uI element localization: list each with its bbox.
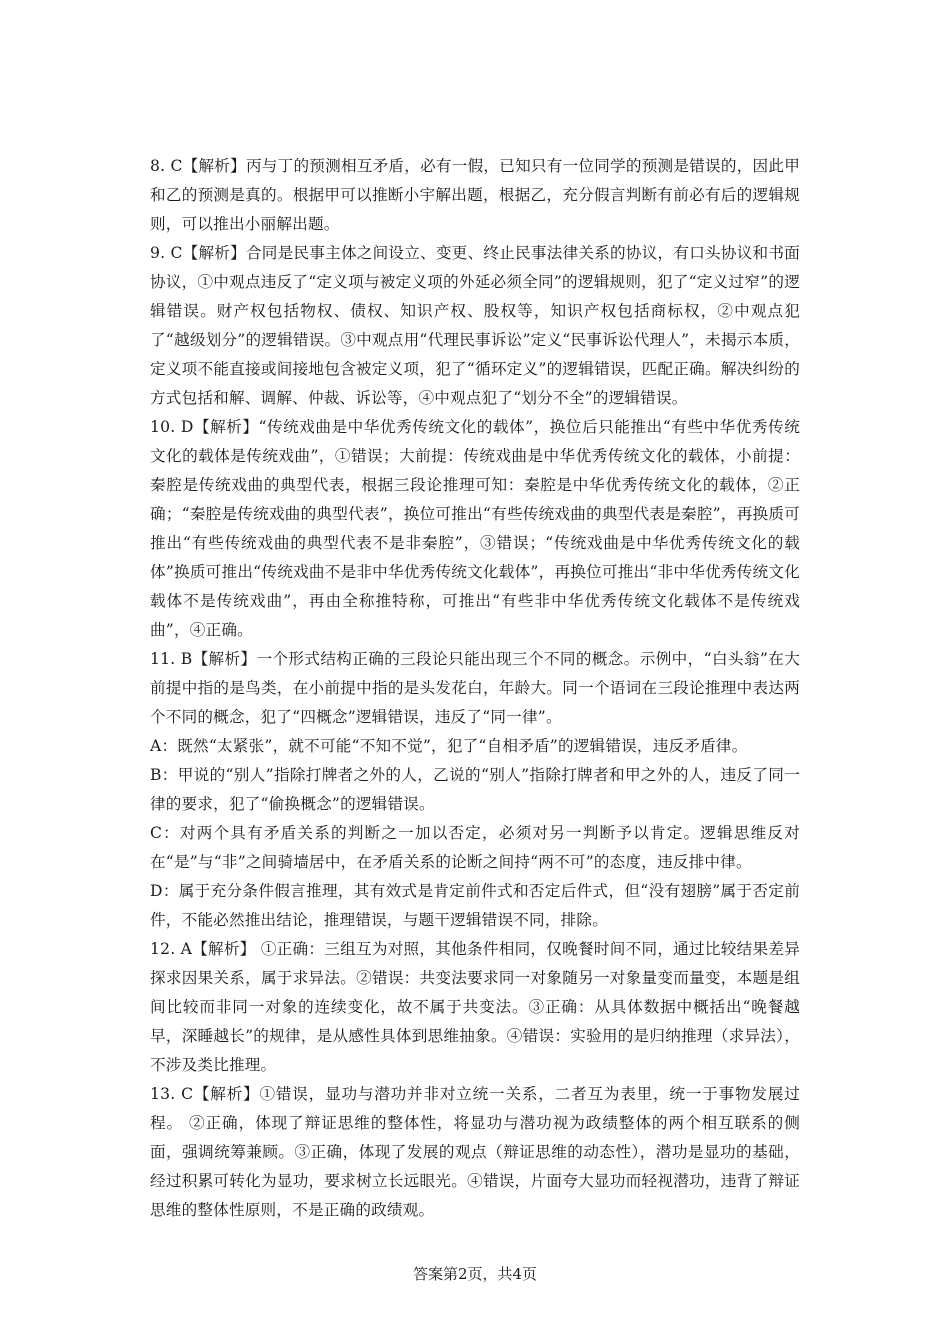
answer-11-option-d: D：属于充分条件假言推理，其有效式是肯定前件式和否定后件式，但“没有翅膀”属于否定前件，不能必然推出结论，推理错误，与题干逻辑错误不同，排除。	[150, 882, 800, 929]
answer-8: 8. C【解析】丙与丁的预测相互矛盾，必有一假，已知只有一位同学的预测是错误的，因此甲和乙的预测是真的。根据甲可以推断小宇解出题，根据乙，充分假言判断有前必有后的逻辑规则，可以推出小丽解出题。	[150, 157, 800, 233]
answer-11-option-a: A：既然“太紧张”，就不可能“不知不觉”，犯了“自相矛盾”的逻辑错误，违反矛盾律。	[150, 737, 748, 755]
answer-explanations	[150, 152, 800, 1225]
answer-11-option-c: C：对两个具有矛盾关系的判断之一加以否定，必须对另一判断予以肯定。逻辑思维反对在“是”与“非”之间骑墙居中，在矛盾关系的论断之间持“两不可”的态度，违反排中律。	[150, 824, 800, 871]
answer-9: 9. C【解析】合同是民事主体之间设立、变更、终止民事法律关系的协议，有口头协议和书面协议，①中观点违反了“定义项与被定义项的外延必须全同”的逻辑规则，犯了“定义过窄”的逻辑错误。财产权包括物权、债权、知识产权、股权等，知识产权包括商标权，②中观点犯了“越级划分”的逻辑错误。③中观点用“代理民事诉讼”定义“民事诉讼代理人”，未揭示本质，定义项不能直接或间接地包含被定义项，犯了“循环定义”的逻辑错误，匹配正确。解决纠纷的方式包括和解、调解、仲裁、诉讼等，④中观点犯了“划分不全”的逻辑错误。	[150, 244, 800, 407]
answer-11: 11. B【解析】一个形式结构正确的三段论只能出现三个不同的概念。示例中，“白头翁”在大前提中指的是鸟类，在小前提中指的是头发花白，年龄大。同一个语词在三段论推理中表达两个不同的概念，犯了“四概念”逻辑错误，违反了“同一律”。	[150, 650, 800, 726]
page-footer: 答案第2页，共4页	[412, 1265, 538, 1283]
answer-11-option-b: B：甲说的“别人”指除打牌者之外的人，乙说的“别人”指除打牌者和甲之外的人，违反了同一律的要求，犯了“偷换概念”的逻辑错误。	[150, 766, 800, 813]
answer-10: 10. D【解析】“传统戏曲是中华优秀传统文化的载体”，换位后只能推出“有些中华优秀传统文化的载体是传统戏曲”，①错误；大前提：传统戏曲是中华优秀传统文化的载体，小前提：秦腔是传统戏曲的典型代表，根据三段论推理可知：秦腔是中华优秀传统文化的载体，②正确；“秦腔是传统戏曲的典型代表”，换位可推出“有些传统戏曲的典型代表是秦腔”，再换质可推出“有些传统戏曲的典型代表不是非秦腔”，③错误；“传统戏曲是中华优秀传统文化的载体”换质可推出“传统戏曲不是非中华优秀传统文化载体”，再换位可推出“非中华优秀传统文化载体不是传统戏曲”，再由全称推特称，可推出“有些非中华优秀传统文化载体不是传统戏曲”，④正确。	[150, 418, 800, 639]
answer-13: 13. C【解析】①错误，显功与潜功并非对立统一关系，二者互为表里，统一于事物发展过程。 ②正确，体现了辩证思维的整体性，将显功与潜功视为政绩整体的两个相互联系的侧面，强调统筹兼顾。③正确，体现了发展的观点（辩证思维的动态性），潜功是显功的基础，经过积累可转化为显功，要求树立长远眼光。④错误，片面夸大显功而轻视潜功，违背了辩证思维的整体性原则，不是正确的政绩观。	[150, 1085, 800, 1219]
answer-12: 12. A【解析】 ①正确：三组互为对照，其他条件相同，仅晚餐时间不同，通过比较结果差异探求因果关系，属于求异法。②错误：共变法要求同一对象随另一对象量变而量变，本题是组间比较而非同一对象的连续变化，故不属于共变法。③正确：从具体数据中概括出“晚餐越早，深睡越长”的规律，是从感性具体到思维抽象。④错误：实验用的是归纳推理（求异法），不涉及类比推理。	[150, 940, 800, 1074]
